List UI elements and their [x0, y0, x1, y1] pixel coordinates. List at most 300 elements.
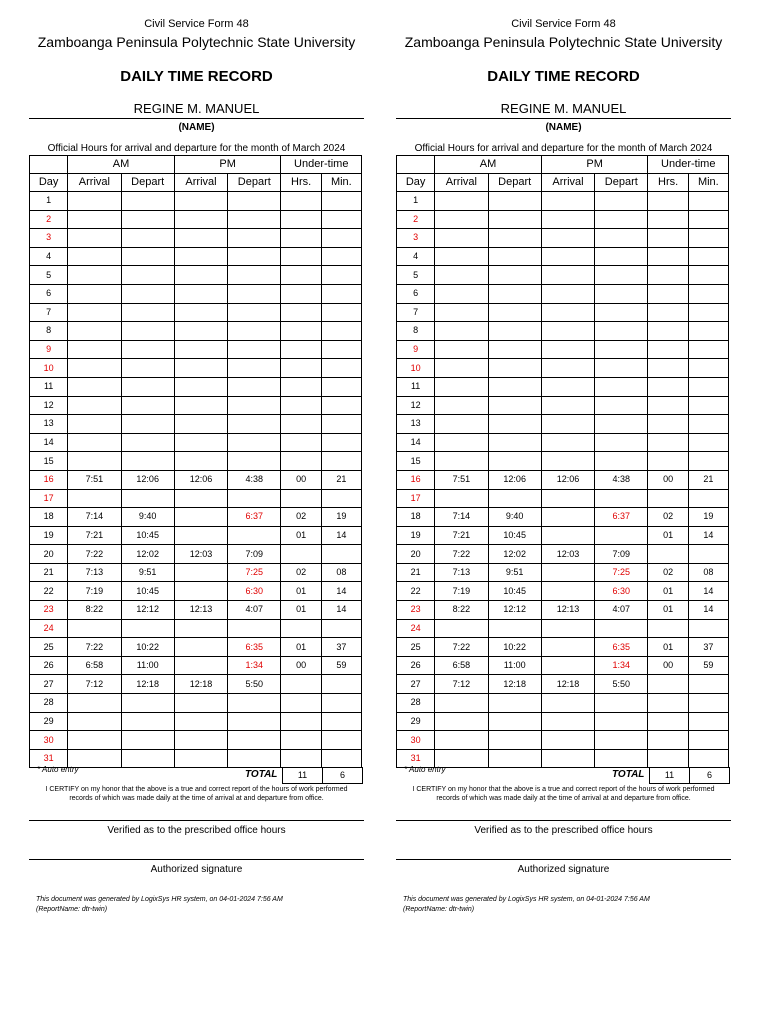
- day-cell: 5: [397, 266, 435, 285]
- header-pm-depart: Depart: [595, 174, 648, 192]
- verified-label: Verified as to the prescribed office hours: [474, 825, 653, 837]
- am-arrival-cell: [435, 322, 488, 341]
- pm-depart-cell: 6:37: [228, 508, 281, 527]
- day-cell: 27: [30, 675, 68, 694]
- undertime-hrs-cell: [648, 433, 688, 452]
- day-cell: 8: [30, 322, 68, 341]
- am-arrival-cell: [68, 489, 121, 508]
- am-arrival-cell: 7:19: [435, 582, 488, 601]
- pm-depart-cell: [595, 340, 648, 359]
- pm-arrival-cell: [541, 210, 594, 229]
- day-cell: 10: [30, 359, 68, 378]
- header-pm-depart: Depart: [228, 174, 281, 192]
- am-arrival-cell: 6:58: [68, 656, 121, 675]
- am-depart-cell: [121, 322, 174, 341]
- pm-arrival-cell: [174, 712, 227, 731]
- table-row: [30, 749, 362, 768]
- undertime-hrs-cell: [648, 210, 688, 229]
- am-depart-cell: 12:02: [121, 545, 174, 564]
- table-row: [30, 526, 362, 545]
- am-depart-cell: [121, 284, 174, 303]
- undertime-min-cell: [688, 229, 728, 248]
- signature-line-authorized: [29, 859, 364, 860]
- am-depart-cell: [488, 359, 541, 378]
- pm-arrival-cell: [174, 340, 227, 359]
- day-cell: 29: [397, 712, 435, 731]
- day-cell: 12: [30, 396, 68, 415]
- undertime-hrs-cell: [648, 229, 688, 248]
- undertime-hrs-cell: [648, 303, 688, 322]
- pm-arrival-cell: [174, 526, 227, 545]
- am-depart-cell: [488, 694, 541, 713]
- day-cell: 13: [30, 415, 68, 434]
- undertime-hrs-cell: 00: [281, 656, 321, 675]
- pm-depart-cell: [595, 619, 648, 638]
- authorized-signature-label: Authorized signature: [150, 864, 243, 876]
- table-row: [30, 694, 362, 713]
- pm-depart-cell: [228, 731, 281, 750]
- header-am: AM: [68, 156, 175, 174]
- table-row: [397, 470, 729, 489]
- pm-arrival-cell: [174, 508, 227, 527]
- pm-depart-cell: [228, 489, 281, 508]
- day-cell: 7: [30, 303, 68, 322]
- table-row: [30, 266, 362, 285]
- am-arrival-cell: 7:13: [435, 563, 488, 582]
- undertime-min-cell: [688, 340, 728, 359]
- undertime-min-cell: 14: [321, 582, 361, 601]
- undertime-min-cell: 21: [688, 470, 728, 489]
- pm-depart-cell: [228, 192, 281, 211]
- pm-arrival-cell: [174, 619, 227, 638]
- am-depart-cell: [121, 229, 174, 248]
- undertime-hrs-cell: [648, 396, 688, 415]
- am-depart-cell: [488, 452, 541, 471]
- undertime-min-cell: [321, 303, 361, 322]
- pm-depart-cell: [595, 731, 648, 750]
- undertime-min-cell: [688, 712, 728, 731]
- am-arrival-cell: 7:51: [435, 470, 488, 489]
- table-row: [30, 545, 362, 564]
- undertime-min-cell: [321, 340, 361, 359]
- undertime-hrs-cell: [281, 340, 321, 359]
- pm-arrival-cell: 12:13: [174, 601, 227, 620]
- am-depart-cell: 10:22: [488, 638, 541, 657]
- pm-depart-cell: [595, 359, 648, 378]
- undertime-hrs-cell: 01: [648, 601, 688, 620]
- day-cell: 9: [30, 340, 68, 359]
- footer-generated-text: This document was generated by LogixSys HR system, on 04-01-2024 7:56 AM: [403, 896, 650, 904]
- am-depart-cell: 9:51: [488, 563, 541, 582]
- header-blank: [397, 156, 435, 174]
- certification-text: I CERTIFY on my honor that the above is a true and correct report of the hours of work performed records of which was made daily at the time of arrival at and departure from office.: [45, 786, 348, 803]
- day-cell: 12: [397, 396, 435, 415]
- am-depart-cell: [488, 229, 541, 248]
- am-arrival-cell: 7:12: [68, 675, 121, 694]
- am-arrival-cell: [435, 340, 488, 359]
- pm-depart-cell: [228, 322, 281, 341]
- header-day: Day: [397, 174, 435, 192]
- pm-depart-cell: 6:35: [228, 638, 281, 657]
- am-depart-cell: [121, 266, 174, 285]
- am-arrival-cell: 7:14: [435, 508, 488, 527]
- pm-depart-cell: [595, 247, 648, 266]
- pm-arrival-cell: 12:13: [541, 601, 594, 620]
- am-arrival-cell: [68, 619, 121, 638]
- header-hrs: Hrs.: [281, 174, 321, 192]
- am-arrival-cell: [68, 340, 121, 359]
- pm-depart-cell: 6:37: [595, 508, 648, 527]
- day-cell: 26: [397, 656, 435, 675]
- undertime-min-cell: 08: [321, 563, 361, 582]
- pm-depart-cell: [228, 284, 281, 303]
- generated-footer: [36, 895, 364, 915]
- am-depart-cell: [121, 377, 174, 396]
- generated-footer: [403, 895, 731, 915]
- am-arrival-cell: [435, 377, 488, 396]
- pm-depart-cell: [595, 266, 648, 285]
- am-depart-cell: [121, 415, 174, 434]
- table-row: [30, 303, 362, 322]
- pm-arrival-cell: 12:18: [541, 675, 594, 694]
- pm-depart-cell: [595, 415, 648, 434]
- pm-arrival-cell: [541, 396, 594, 415]
- pm-depart-cell: [228, 712, 281, 731]
- table-row: [30, 675, 362, 694]
- am-arrival-cell: [68, 731, 121, 750]
- pm-arrival-cell: [541, 731, 594, 750]
- am-depart-cell: [488, 749, 541, 768]
- am-arrival-cell: [68, 322, 121, 341]
- table-row: [397, 229, 729, 248]
- am-arrival-cell: 7:14: [68, 508, 121, 527]
- am-depart-cell: [121, 359, 174, 378]
- undertime-hrs-cell: 01: [281, 601, 321, 620]
- header-undertime: Under-time: [281, 156, 362, 174]
- am-arrival-cell: [68, 712, 121, 731]
- day-cell: 22: [397, 582, 435, 601]
- day-cell: 24: [397, 619, 435, 638]
- am-arrival-cell: [68, 377, 121, 396]
- pm-depart-cell: [228, 749, 281, 768]
- undertime-min-cell: [321, 359, 361, 378]
- pm-arrival-cell: [541, 656, 594, 675]
- undertime-min-cell: 19: [688, 508, 728, 527]
- day-cell: 17: [397, 489, 435, 508]
- pm-arrival-cell: [174, 563, 227, 582]
- undertime-min-cell: 37: [321, 638, 361, 657]
- footer-generated-text: This document was generated by LogixSys HR system, on 04-01-2024 7:56 AM: [36, 896, 283, 904]
- am-depart-cell: 9:40: [121, 508, 174, 527]
- day-cell: 26: [30, 656, 68, 675]
- am-depart-cell: [488, 731, 541, 750]
- undertime-hrs-cell: [648, 545, 688, 564]
- pm-arrival-cell: [541, 582, 594, 601]
- am-depart-cell: [121, 489, 174, 508]
- header-undertime: Under-time: [648, 156, 729, 174]
- table-row: [30, 656, 362, 675]
- am-arrival-cell: [68, 396, 121, 415]
- pm-depart-cell: [228, 619, 281, 638]
- am-arrival-cell: [435, 619, 488, 638]
- table-row: [30, 229, 362, 248]
- day-cell: 27: [397, 675, 435, 694]
- day-cell: 10: [397, 359, 435, 378]
- am-depart-cell: [488, 340, 541, 359]
- header-am-arrival: Arrival: [68, 174, 121, 192]
- table-row: [397, 192, 729, 211]
- am-depart-cell: 12:18: [121, 675, 174, 694]
- am-arrival-cell: [68, 266, 121, 285]
- signature-line-verified: [396, 820, 731, 821]
- day-cell: 15: [397, 452, 435, 471]
- pm-arrival-cell: 12:06: [174, 470, 227, 489]
- form-number: Civil Service Form 48: [511, 18, 616, 30]
- am-arrival-cell: [435, 489, 488, 508]
- table-row: [30, 619, 362, 638]
- table-row: [30, 489, 362, 508]
- table-row: [397, 563, 729, 582]
- pm-arrival-cell: [174, 322, 227, 341]
- table-row: [30, 582, 362, 601]
- am-depart-cell: 10:22: [121, 638, 174, 657]
- undertime-hrs-cell: 01: [281, 582, 321, 601]
- undertime-min-cell: [321, 433, 361, 452]
- am-arrival-cell: [68, 303, 121, 322]
- am-depart-cell: 12:12: [488, 601, 541, 620]
- undertime-min-cell: [688, 284, 728, 303]
- pm-depart-cell: [228, 340, 281, 359]
- am-depart-cell: [121, 452, 174, 471]
- pm-arrival-cell: [541, 638, 594, 657]
- undertime-min-cell: 59: [688, 656, 728, 675]
- pm-depart-cell: [228, 229, 281, 248]
- am-arrival-cell: [435, 284, 488, 303]
- undertime-min-cell: [321, 545, 361, 564]
- undertime-min-cell: [321, 749, 361, 768]
- day-cell: 16: [397, 470, 435, 489]
- am-arrival-cell: [68, 415, 121, 434]
- undertime-hrs-cell: [281, 433, 321, 452]
- pm-depart-cell: [595, 396, 648, 415]
- am-arrival-cell: [435, 396, 488, 415]
- footer-report-name: (ReportName: dtr-twin): [36, 906, 108, 914]
- am-depart-cell: [121, 192, 174, 211]
- day-cell: 21: [30, 563, 68, 582]
- pm-arrival-cell: [174, 303, 227, 322]
- undertime-hrs-cell: [281, 545, 321, 564]
- pm-depart-cell: 4:38: [595, 470, 648, 489]
- undertime-min-cell: [688, 247, 728, 266]
- day-cell: 6: [397, 284, 435, 303]
- am-depart-cell: 12:02: [488, 545, 541, 564]
- undertime-hrs-cell: [648, 322, 688, 341]
- day-cell: 25: [30, 638, 68, 657]
- table-row: [30, 433, 362, 452]
- name-label: (NAME): [545, 122, 582, 133]
- pm-depart-cell: [228, 247, 281, 266]
- am-arrival-cell: 6:58: [435, 656, 488, 675]
- pm-depart-cell: [595, 452, 648, 471]
- pm-depart-cell: 4:07: [228, 601, 281, 620]
- am-depart-cell: 10:45: [121, 526, 174, 545]
- signature-line-verified: [29, 820, 364, 821]
- pm-depart-cell: [595, 433, 648, 452]
- day-cell: 4: [397, 247, 435, 266]
- pm-arrival-cell: [174, 284, 227, 303]
- header-am-arrival: Arrival: [435, 174, 488, 192]
- am-depart-cell: 9:51: [121, 563, 174, 582]
- pm-arrival-cell: [541, 712, 594, 731]
- table-row: [397, 749, 729, 768]
- am-arrival-cell: 7:13: [68, 563, 121, 582]
- authorized-signature-label: Authorized signature: [517, 864, 610, 876]
- header-min: Min.: [321, 174, 361, 192]
- footer-report-name: (ReportName: dtr-twin): [403, 906, 475, 914]
- am-arrival-cell: [435, 415, 488, 434]
- pm-depart-cell: 1:34: [228, 656, 281, 675]
- am-depart-cell: [121, 340, 174, 359]
- am-arrival-cell: [68, 210, 121, 229]
- am-arrival-cell: 7:21: [68, 526, 121, 545]
- am-depart-cell: 12:06: [121, 470, 174, 489]
- undertime-min-cell: [321, 229, 361, 248]
- am-arrival-cell: [68, 433, 121, 452]
- pm-arrival-cell: [174, 433, 227, 452]
- pm-depart-cell: 6:35: [595, 638, 648, 657]
- pm-arrival-cell: [174, 638, 227, 657]
- day-cell: 11: [397, 377, 435, 396]
- undertime-hrs-cell: [281, 377, 321, 396]
- table-row: [30, 601, 362, 620]
- undertime-hrs-cell: [648, 489, 688, 508]
- pm-depart-cell: 7:09: [228, 545, 281, 564]
- undertime-hrs-cell: [648, 266, 688, 285]
- pm-arrival-cell: [174, 247, 227, 266]
- day-cell: 3: [30, 229, 68, 248]
- table-row: [397, 675, 729, 694]
- day-cell: 31: [30, 749, 68, 768]
- am-depart-cell: [121, 247, 174, 266]
- table-row: [30, 322, 362, 341]
- undertime-hrs-cell: [281, 229, 321, 248]
- am-arrival-cell: 7:12: [435, 675, 488, 694]
- day-cell: 2: [397, 210, 435, 229]
- header-pm-arrival: Arrival: [541, 174, 594, 192]
- official-hours-text: Official Hours for arrival and departure for the month of March 2024: [47, 143, 346, 154]
- pm-arrival-cell: [541, 247, 594, 266]
- am-depart-cell: [121, 694, 174, 713]
- pm-depart-cell: [595, 322, 648, 341]
- day-cell: 4: [30, 247, 68, 266]
- table-row: [397, 266, 729, 285]
- header-pm: PM: [541, 156, 648, 174]
- pm-depart-cell: 4:07: [595, 601, 648, 620]
- header-hrs: Hrs.: [648, 174, 688, 192]
- am-depart-cell: 9:40: [488, 508, 541, 527]
- am-arrival-cell: [435, 731, 488, 750]
- undertime-hrs-cell: [648, 284, 688, 303]
- am-arrival-cell: 7:22: [68, 638, 121, 657]
- pm-arrival-cell: [541, 433, 594, 452]
- totals-row: [396, 765, 731, 784]
- table-row: [397, 452, 729, 471]
- am-depart-cell: [488, 322, 541, 341]
- pm-depart-cell: [595, 694, 648, 713]
- total-min: 6: [689, 767, 730, 784]
- am-depart-cell: 11:00: [488, 656, 541, 675]
- day-cell: 3: [397, 229, 435, 248]
- dtr-copy-right: [396, 0, 731, 915]
- undertime-min-cell: [321, 712, 361, 731]
- am-depart-cell: 10:45: [121, 582, 174, 601]
- am-arrival-cell: [435, 229, 488, 248]
- pm-arrival-cell: [174, 656, 227, 675]
- pm-depart-cell: [595, 192, 648, 211]
- undertime-min-cell: [321, 377, 361, 396]
- table-row: [397, 638, 729, 657]
- day-cell: 13: [397, 415, 435, 434]
- employee-name: REGINE M. MANUEL: [396, 101, 731, 119]
- pm-arrival-cell: [541, 526, 594, 545]
- pm-arrival-cell: [174, 582, 227, 601]
- table-row: [30, 284, 362, 303]
- am-arrival-cell: 7:22: [435, 545, 488, 564]
- table-row: [397, 601, 729, 620]
- undertime-hrs-cell: [281, 675, 321, 694]
- day-cell: 20: [30, 545, 68, 564]
- undertime-min-cell: [321, 452, 361, 471]
- undertime-hrs-cell: 00: [648, 470, 688, 489]
- day-cell: 17: [30, 489, 68, 508]
- page-title: DAILY TIME RECORD: [120, 68, 273, 85]
- undertime-hrs-cell: [648, 377, 688, 396]
- undertime-min-cell: [688, 266, 728, 285]
- pm-depart-cell: 6:30: [228, 582, 281, 601]
- day-cell: 19: [397, 526, 435, 545]
- undertime-hrs-cell: [281, 359, 321, 378]
- verified-label: Verified as to the prescribed office hours: [107, 825, 286, 837]
- pm-arrival-cell: [174, 396, 227, 415]
- day-cell: 7: [397, 303, 435, 322]
- table-row: [397, 526, 729, 545]
- am-arrival-cell: [68, 452, 121, 471]
- day-cell: 30: [397, 731, 435, 750]
- pm-depart-cell: 7:25: [228, 563, 281, 582]
- undertime-hrs-cell: 00: [648, 656, 688, 675]
- undertime-min-cell: [321, 619, 361, 638]
- undertime-min-cell: 59: [321, 656, 361, 675]
- day-cell: 9: [397, 340, 435, 359]
- am-depart-cell: [488, 210, 541, 229]
- table-row: [30, 508, 362, 527]
- pm-arrival-cell: [541, 359, 594, 378]
- table-row: [397, 322, 729, 341]
- table-row: [397, 377, 729, 396]
- table-row: [30, 340, 362, 359]
- day-cell: 29: [30, 712, 68, 731]
- undertime-hrs-cell: [648, 192, 688, 211]
- certification-text: I CERTIFY on my honor that the above is a true and correct report of the hours of work performed records of which was made daily at the time of arrival at and departure from office.: [412, 786, 715, 803]
- am-arrival-cell: 8:22: [435, 601, 488, 620]
- table-row: [30, 712, 362, 731]
- pm-depart-cell: 6:30: [595, 582, 648, 601]
- pm-depart-cell: [595, 229, 648, 248]
- pm-arrival-cell: [541, 694, 594, 713]
- undertime-hrs-cell: [281, 749, 321, 768]
- header-pm: PM: [174, 156, 281, 174]
- undertime-min-cell: 21: [321, 470, 361, 489]
